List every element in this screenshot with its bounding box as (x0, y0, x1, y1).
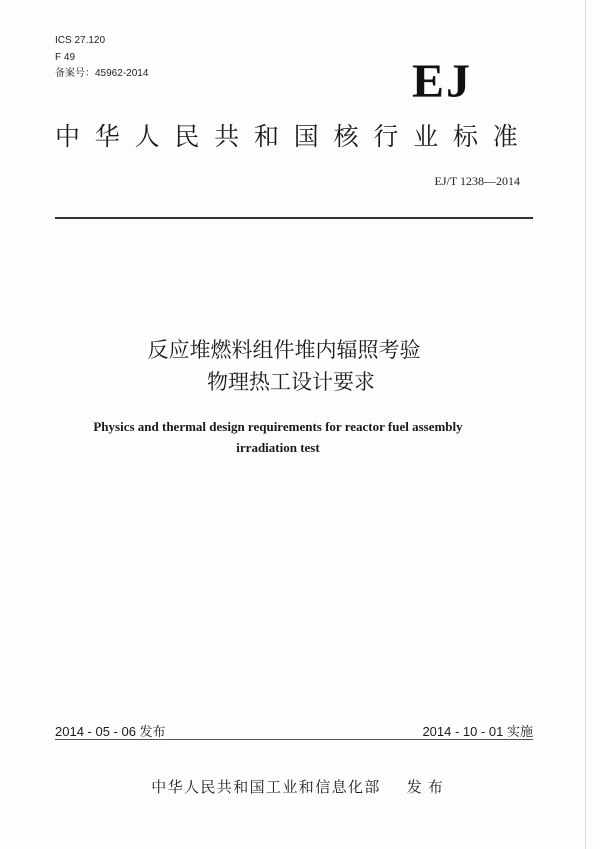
issue-date: 2014 - 05 - 06 发布 (55, 724, 166, 739)
ccs-code: F 49 (55, 52, 76, 63)
issuer-action: 发布 (406, 778, 449, 796)
title-cn-line2: 物理热工设计要求 (207, 370, 375, 394)
issuer-block (0, 777, 600, 797)
title-en-line2: irradiation test (236, 440, 320, 455)
implement-date: 2014 - 10 - 01 实施 (422, 724, 533, 739)
header-divider (55, 217, 533, 219)
ics-code: ICS 27.120 (55, 35, 106, 46)
record-number: 备案号：45962-2014 (55, 68, 149, 79)
title-cn-line1: 反应堆燃料组件堆内辐照考验 (147, 338, 421, 362)
scan-edge-line (585, 0, 586, 849)
standard-type-heading: 中华人民共和国核行业标准 (55, 122, 533, 151)
issuer-name: 中华人民共和国工业和信息化部 (151, 778, 381, 796)
title-en-line1: Physics and thermal design requirements for reactor fuel assembly (93, 419, 463, 434)
standard-number: EJ/T 1238—2014 (434, 174, 520, 188)
ej-logo: EJ (412, 55, 473, 108)
footer-divider (55, 739, 533, 740)
